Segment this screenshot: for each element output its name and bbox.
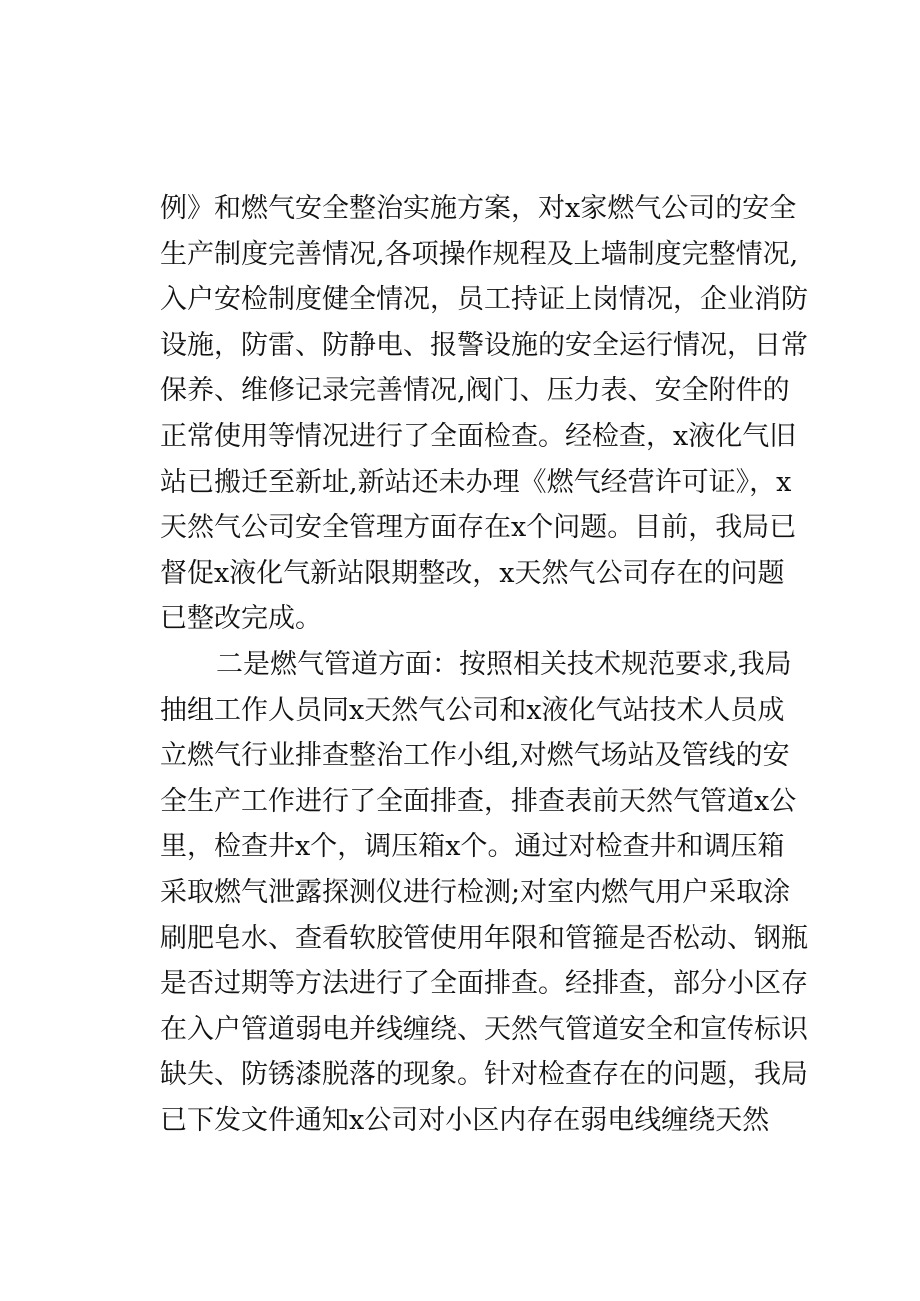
text-line: 设施，防雷、防静电、报警设施的安全运行情况，日常 bbox=[160, 329, 808, 361]
paragraph-gas-pipeline bbox=[160, 642, 808, 1144]
text-line: 缺失、防锈漆脱落的现象。针对检查存在的问题，我局 bbox=[160, 1059, 808, 1091]
text-line: 例》和燃气安全整治实施方案，对x家燃气公司的安全 bbox=[160, 193, 797, 224]
text-line: 是否过期等方法进行了全面排查。经排查，部分小区存 bbox=[160, 968, 808, 1000]
text-line: 全生产工作进行了全面排查，排查表前天然气管道x公 bbox=[160, 785, 797, 817]
text-line: 天然气公司安全管理方面存在x个问题。目前，我局已 bbox=[160, 512, 797, 544]
text-line-indented: 二是燃气管道方面：按照相关技术规范要求,我局 bbox=[216, 648, 792, 680]
text-line: 采取燃气泄露探测仪进行检测;对室内燃气用户采取涂 bbox=[160, 876, 791, 908]
text-line: 在入户管道弱电并线缠绕、天然气管道安全和宣传标识 bbox=[160, 1013, 808, 1045]
text-line: 督促x液化气新站限期整改，x天然气公司存在的问题 bbox=[160, 557, 785, 589]
body-text bbox=[160, 186, 808, 1143]
text-line: 刷肥皂水、查看软胶管使用年限和管箍是否松动、钢瓶 bbox=[160, 922, 808, 954]
text-line: 入户安检制度健全情况，员工持证上岗情况，企业消防 bbox=[160, 284, 808, 316]
text-line: 已整改完成。 bbox=[160, 603, 322, 635]
text-line: 保养、维修记录完善情况,阀门、压力表、安全附件的 bbox=[160, 375, 790, 407]
text-line: 正常使用等情况进行了全面检查。经检查，x液化气旧 bbox=[160, 420, 797, 452]
text-line: 生产制度完善情况,各项操作规程及上墙制度完整情况, bbox=[160, 238, 799, 270]
text-line: 立燃气行业排查整治工作小组,对燃气场站及管线的安 bbox=[160, 740, 790, 772]
text-line: 抽组工作人员同x天然气公司和x液化气站技术人员成 bbox=[160, 694, 785, 726]
text-line: 已下发文件通知x公司对小区内存在弱电线缠绕天然 bbox=[160, 1104, 770, 1136]
paragraph-inspection-results bbox=[160, 186, 808, 642]
text-line: 站已搬迁至新址,新站还未办理《燃气经营许可证》，x bbox=[160, 466, 792, 498]
text-line: 里，检查井x个，调压箱x个。通过对检查井和调压箱 bbox=[160, 831, 785, 863]
